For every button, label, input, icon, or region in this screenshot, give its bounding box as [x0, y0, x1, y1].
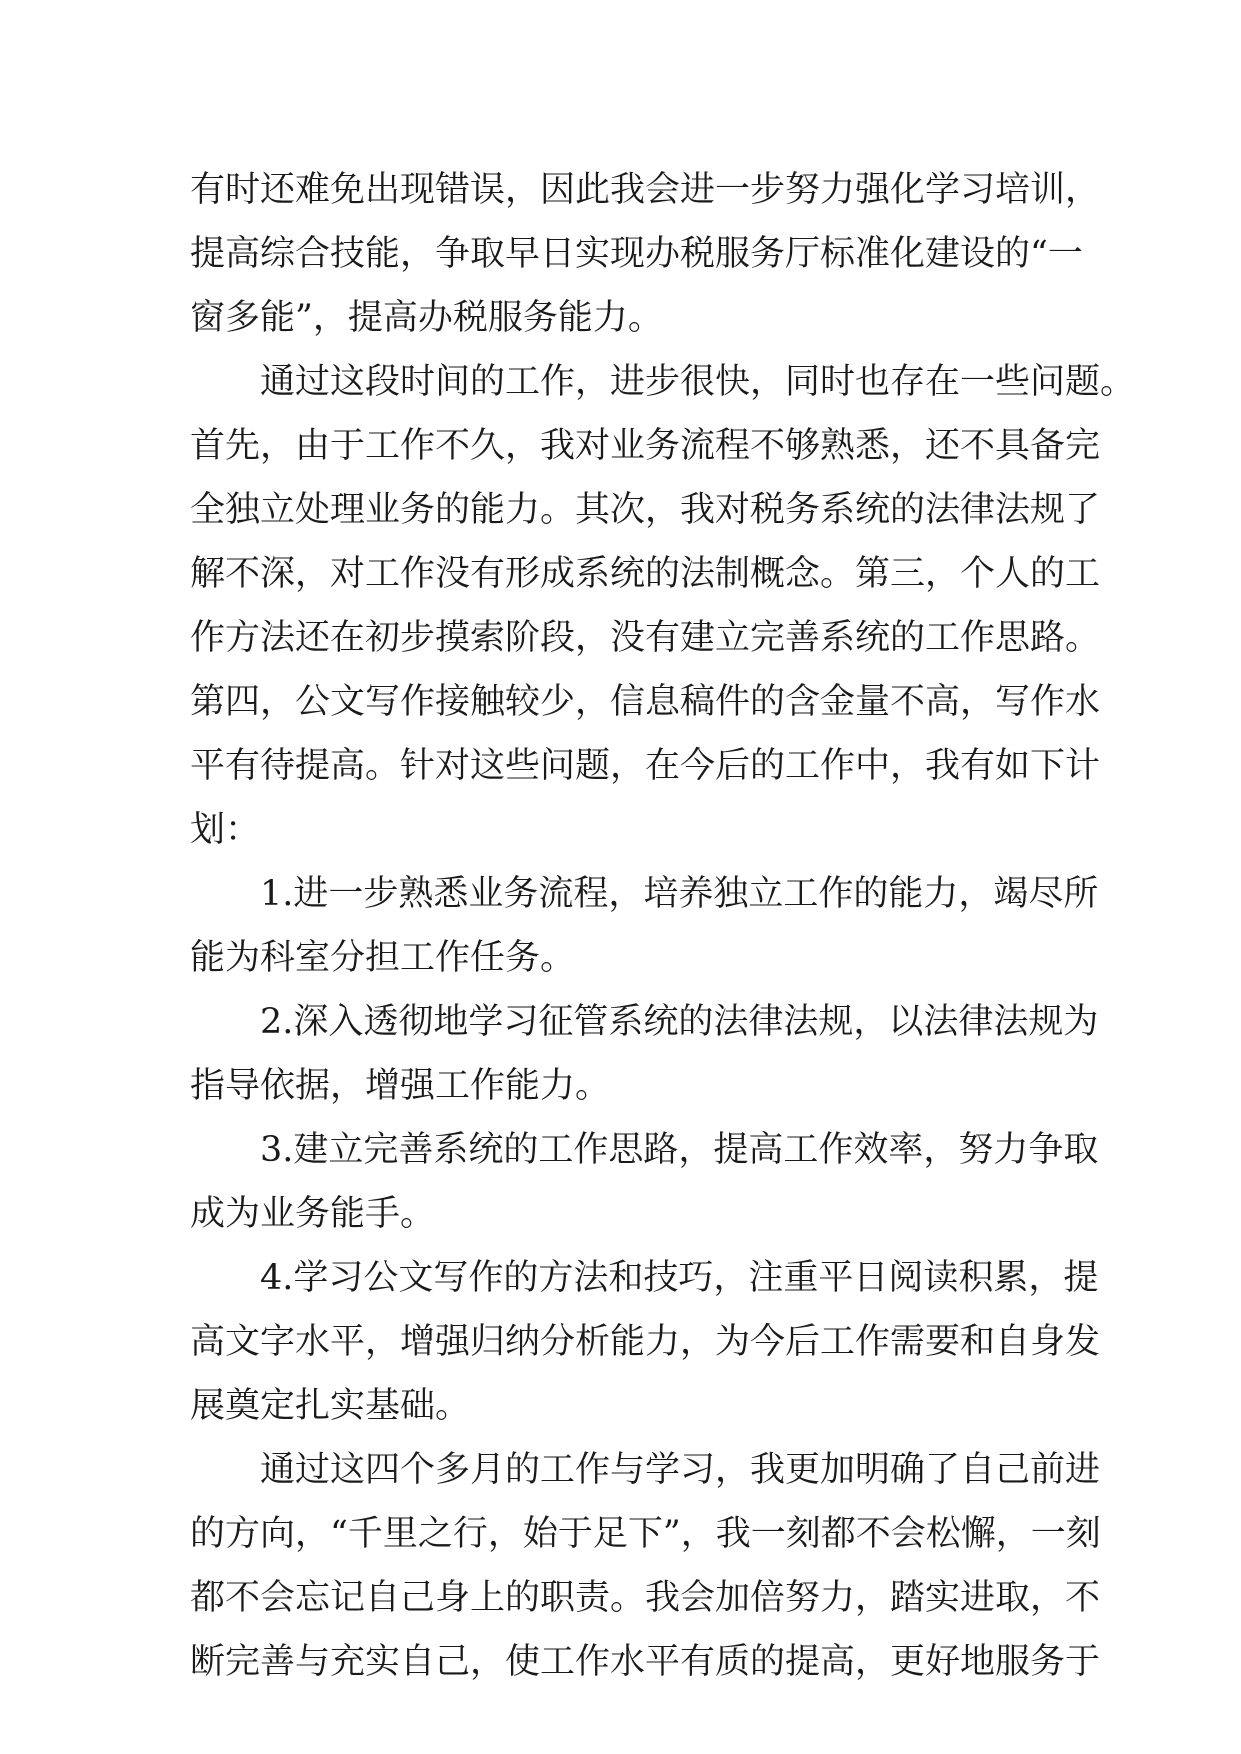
text-line: 通过这段时间的工作，进步很快，同时也存在一些问题。: [260, 362, 1136, 402]
text-line: 全独立处理业务的能力。其次，我对税务系统的法律法规了: [190, 490, 1101, 530]
text-line: 第四，公文写作接触较少，信息稿件的含金量不高，写作水: [190, 682, 1101, 722]
text-line: 划：: [190, 810, 261, 850]
text-line: 平有待提高。针对这些问题，在今后的工作中，我有如下计: [190, 746, 1101, 786]
text-line: 通过这四个多月的工作与学习，我更加明确了自己前进: [260, 1450, 1101, 1490]
document-body: [190, 158, 1136, 1694]
text-line: 有时还难免出现错误，因此我会进一步努力强化学习培训，: [190, 170, 1101, 210]
text-line: 解不深，对工作没有形成系统的法制概念。第三，个人的工: [190, 554, 1101, 594]
text-line: 窗多能”，提高办税服务能力。: [190, 298, 663, 338]
text-line: 作方法还在初步摸索阶段，没有建立完善系统的工作思路。: [190, 618, 1101, 658]
text-line: 都不会忘记自己身上的职责。我会加倍努力，踏实进取，不: [190, 1578, 1101, 1618]
text-line: 2.深入透彻地学习征管系统的法律法规，以法律法规为: [260, 1002, 1099, 1042]
text-line: 展奠定扎实基础。: [190, 1386, 471, 1426]
text-line: 高文字水平，增强归纳分析能力，为今后工作需要和自身发: [190, 1322, 1101, 1362]
text-line: 1.进一步熟悉业务流程，培养独立工作的能力，竭尽所: [260, 874, 1099, 914]
text-line: 提高综合技能，争取早日实现办税服务厅标准化建设的“一: [190, 234, 1083, 274]
text-line: 3.建立完善系统的工作思路，提高工作效率，努力争取: [260, 1130, 1099, 1170]
text-line: 能为科室分担工作任务。: [190, 938, 576, 978]
text-line: 成为业务能手。: [190, 1194, 436, 1234]
text-line: 首先，由于工作不久，我对业务流程不够熟悉，还不具备完: [190, 426, 1101, 466]
text-line: 指导依据，增强工作能力。: [190, 1066, 611, 1106]
text-line: 4.学习公文写作的方法和技巧，注重平日阅读积累，提: [260, 1258, 1099, 1298]
text-line: 的方向，“千里之行，始于足下”，我一刻都不会松懈，一刻: [190, 1514, 1101, 1554]
text-line: 断完善与充实自己，使工作水平有质的提高，更好地服务于: [190, 1642, 1101, 1682]
